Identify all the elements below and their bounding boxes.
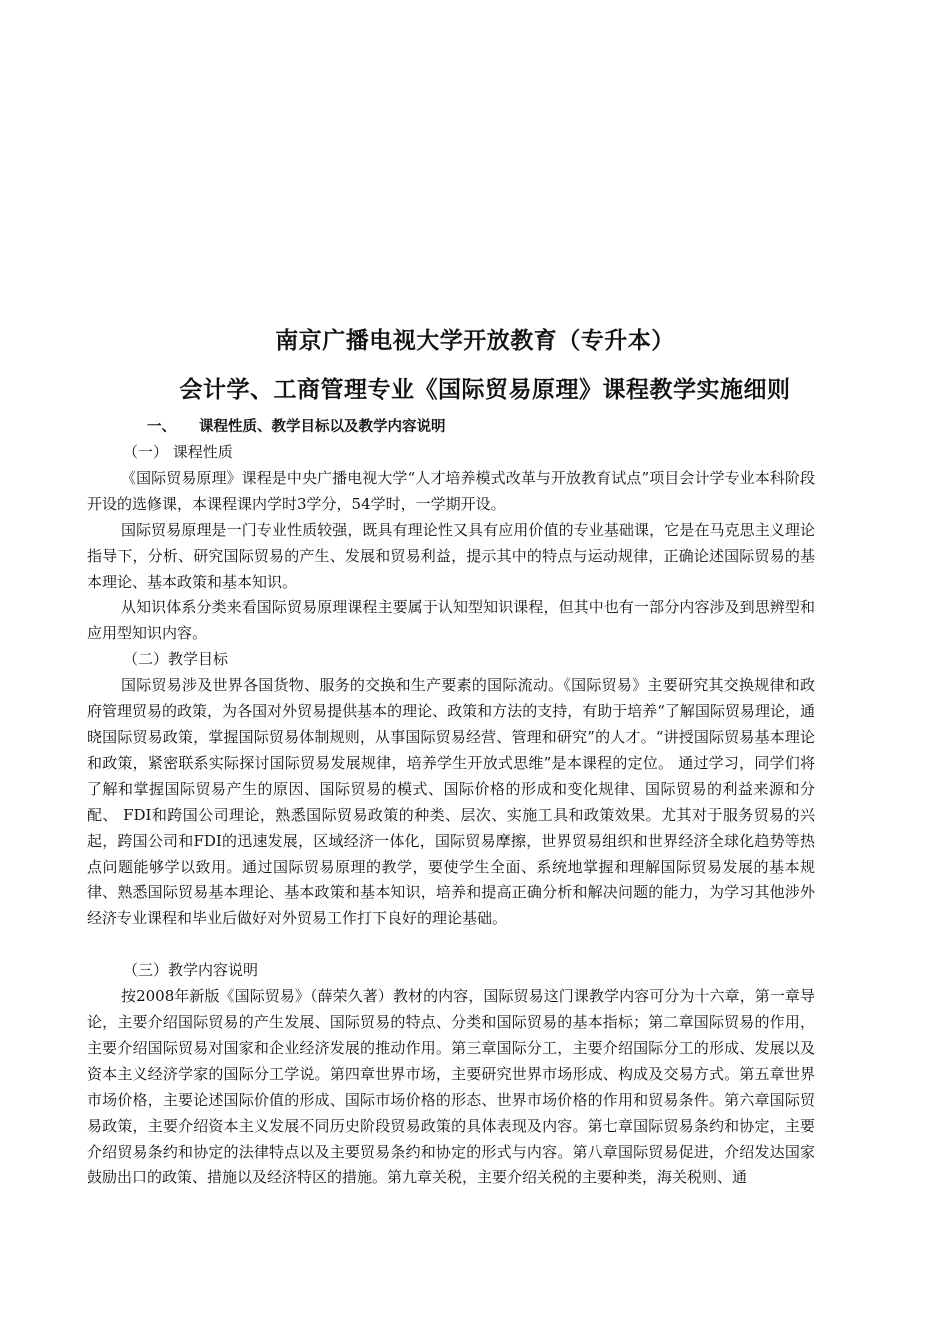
document-body [87, 440, 815, 1191]
document-title-line2: 会计学、工商管理专业《国际贸易原理》课程教学实施细则 [179, 377, 791, 403]
paragraph: 国际贸易原理是一门专业性质较强，既具有理论性又具有应用价值的专业基础课，它是在马克思主义理论指导下，分析、研究国际贸易的产生、发展和贸易利益，提示其中的特点与运动规律，正确论述国际贸易的基本理论、基本政策和基本知识。 [87, 520, 815, 591]
paragraph: 《国际贸易原理》课程是中央广播电视大学“人才培养模式改革与开放教育试点”项目会计学专业本科阶段开设的选修课，本课程课内学时3学分，54学时，一学期开设。 [87, 468, 815, 513]
spacer [87, 932, 815, 958]
subheading-content-notes: （三）教学内容说明 [123, 961, 259, 980]
subheading-course-nature: （一） 课程性质 [123, 443, 233, 461]
subheading-teaching-goals: （二）教学目标 [123, 650, 229, 669]
section-title: 课程性质、教学目标以及教学内容说明 [199, 419, 446, 435]
paragraph: 按2008年新版《国际贸易》（薛荣久著）教材的内容，国际贸易这门课教学内容可分为十六章，第一章导论，主要介绍国际贸易的产生发展、国际贸易的特点、分类和国际贸易的基本指标；第二章国际贸易的作用，主要介绍国际贸易对国家和企业经济发展的推动作用。第三章国际分工，主要介绍国际分工的形成、发展以及资本主义经济学家的国际分工学说。第四章世界市场，主要研究世界市场形成、构成及交易方式。第五章世界市场价格，主要论述国际价值的形成、国际市场价格的形态、世界市场价格的作用和贸易条件。第六章国际贸易政策，主要介绍资本主义发展不同历史阶段贸易政策的具体表现及内容。第七章国际贸易条约和协定，主要介绍贸易条约和协定的法律特点以及主要贸易条约和协定的形式与内容。第八章国际贸易促进，介绍发达国家鼓励出口的政策、措施以及经济特区的措施。第九章关税，主要介绍关税的主要种类，海关税则、通 [87, 987, 815, 1187]
section-number: 一、 [147, 419, 176, 435]
document-title-line1: 南京广播电视大学开放教育（专升本） [275, 328, 675, 354]
paragraph: 从知识体系分类来看国际贸易原理课程主要属于认知型知识课程，但其中也有一部分内容涉及到思辨型和应用型知识内容。 [87, 598, 815, 643]
section-heading-1 [147, 415, 446, 436]
paragraph: 国际贸易涉及世界各国货物、服务的交换和生产要素的国际流动。《国际贸易》主要研究其交换规律和政府管理贸易的政策，为各国对外贸易提供基本的理论、政策和方法的支持，有助于培养“了解国际贸易理论，通晓国际贸易政策，掌握国际贸易体制规则，从事国际贸易经营、管理和研究”的人才。“讲授国际贸易基本理论和政策，紧密联系实际探讨国际贸易发展规律，培养学生开放式思维”是本课程的定位。 通过学习，同学们将了解和掌握国际贸易产生的原因、国际贸易的模式、国际价格的形成和变化规律、国际贸易的利益来源和分配、 FDI和跨国公司理论，熟悉国际贸易政策的种类、层次、实施工具和政策效果。尤其对于服务贸易的兴起，跨国公司和FDI的迅速发展，区域经济一体化，国际贸易摩擦，世界贸易组织和世界经济全球化趋势等热点问题能够学以致用。通过国际贸易原理的教学，要使学生全面、系统地掌握和理解国际贸易发展的基本规律、熟悉国际贸易基本理论、基本政策和基本知识，培养和提高正确分析和解决问题的能力，为学习其他涉外经济专业课程和毕业后做好对外贸易工作打下良好的理论基础。 [87, 676, 815, 928]
